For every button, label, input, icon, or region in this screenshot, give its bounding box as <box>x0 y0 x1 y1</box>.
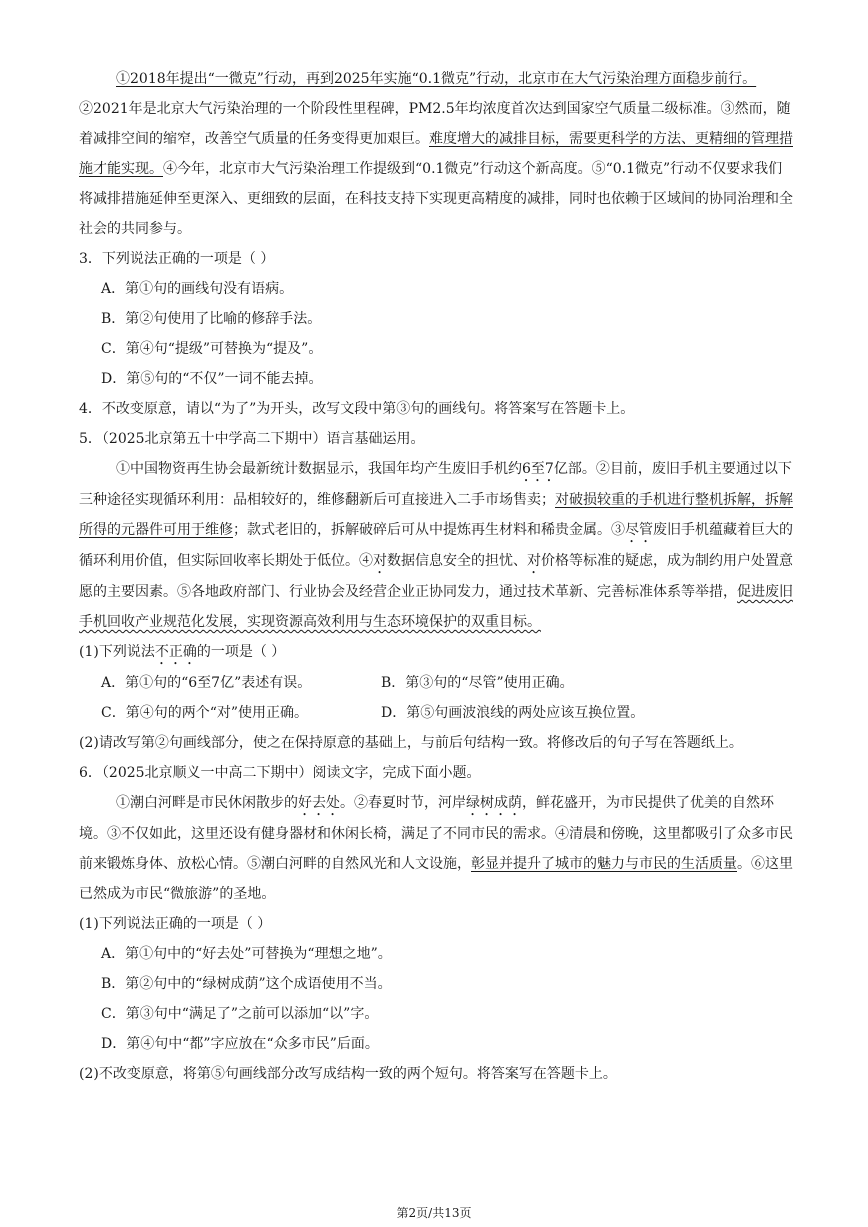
question-3-option-b: B．第②句使用了比喻的修辞手法。 <box>101 311 322 327</box>
q5-passage-part: 亿部。②目前，废旧手机主要通过以下三种途径实现循环利用：品相较好的，维修翻新后可直接进入二手市场售卖； <box>79 461 792 508</box>
q5-passage-part: 价格等标准的疑虑，成为制约用户处置意愿的主要因素。⑤各地政府部门、行业协会及经营企业正协同发力，通过技术革新、完善标准体系等举措， <box>79 553 793 600</box>
question-3-stem: 3．下列说法正确的一项是（ ） <box>79 251 275 267</box>
question-5-options-row-2 <box>79 698 795 728</box>
q5-sub1-part: (1)下列说法 <box>79 644 155 660</box>
q6-passage-part: ①潮白河畔是市民休闲散步的 <box>116 795 298 811</box>
question-6-option-b: B．第②句中的“绿树成荫”这个成语使用不当。 <box>101 976 392 992</box>
q6-passage-dou: 都 <box>681 826 695 842</box>
page-content <box>79 64 795 1089</box>
question-5-option-b: B．第③句的“尽管”使用正确。 <box>381 675 574 691</box>
question-3-option-d: D．第⑤句的“不仅”一词不能去掉。 <box>101 371 323 387</box>
q6-passage-part: 。⑥这里已然成为市民“微旅游”的圣地。 <box>79 856 793 902</box>
question-3-option-c: C．第④句“提级”可替换为“提及”。 <box>101 341 323 357</box>
question-6-stem: 6．（2025北京顺义一中高二下期中）阅读文字，完成下面小题。 <box>79 765 481 781</box>
question-5-option-a: A．第①句的“6至7亿”表述有误。 <box>101 675 312 691</box>
q5-passage-underlined: 对破损较重的手机进行整机拆解，拆解所得的元器件可用于维修 <box>79 492 793 538</box>
passage-1 <box>79 64 795 244</box>
q5-passage-dotted-dui-1: 对 <box>373 553 387 569</box>
question-6-passage <box>79 788 795 909</box>
q5-sub1-part: 的一项是（ ） <box>196 644 286 660</box>
q6-passage-part: 。②春夏时节，河岸 <box>340 795 466 811</box>
q5-passage-dotted-dui-2: 对 <box>527 553 541 569</box>
question-6-option-c: C．第③句中“满足了”之前可以添加“以”字。 <box>101 1006 379 1022</box>
q5-passage-part: ①中国物资再生协会最新统计数据显示，我国年均产生废旧手机约 <box>116 461 522 477</box>
q6-passage-dotted-lvshuchengyin: 绿树成荫 <box>466 795 522 811</box>
q5-passage-part: ；款式老旧的，拆解破碎后可从中提炼再生材料和稀贵金属。③ <box>233 522 625 538</box>
q6-passage-part: 吸引了众多市民前来锻炼身体、放松心情。⑤潮白河畔的自然风光和人文设施， <box>79 826 793 872</box>
question-6-sub-1-stem: (1)下列说法正确的一项是（ ） <box>79 916 272 932</box>
question-5-sub-2-stem: (2)请改写第②句画线部分，使之在保持原意的基础上，与前后句结构一致。将修改后的句子写在答题纸上。 <box>79 735 743 751</box>
q6-passage-dotted-haoquchu: 好去处 <box>298 795 340 811</box>
question-5-passage <box>79 454 795 637</box>
q5-passage-part: 数据信息安全的担忧、 <box>387 553 527 569</box>
question-6-sub-2-stem: (2)不改变原意，将第⑤句画线部分改写成结构一致的两个短句。将答案写在答题卡上。 <box>79 1066 617 1082</box>
question-5-options-row-1 <box>79 668 795 698</box>
q6-passage-underlined: 彰显并提升了城市的魅力与市民的生活质量 <box>471 856 737 872</box>
question-3-option-a: A．第①句的画线句没有语病。 <box>101 281 294 297</box>
passage-1-sentence-5: ⑤“0.1微克”行动不仅要求我们将减排措施延伸至更深入、更细致的层面，在科技支持下实现更高精度的减排，同时也依赖于区域间的协同治理和全社会的共同参与。 <box>79 161 793 237</box>
question-4-stem: 4．不改变原意，请以“为了”为开头，改写文段中第③句的画线句。将答案写在答题卡上。 <box>79 401 635 417</box>
q5-passage-wavy-underlined: 促进废旧手机回收产业规范化发展，实现资源高效利用与生态环境保护的双重目标。 <box>79 584 793 630</box>
passage-1-sentence-1: ①2018年提出“一微克”行动，再到2025年实施“0.1微克”行动，北京市在大气污染治理方面稳步前行。 <box>116 71 757 87</box>
question-5-option-d: D．第⑤句画波浪线的两处应该互换位置。 <box>381 705 645 721</box>
passage-1-sentence-2: ②2021年是北京大气污染治理的一个阶段性里程碑，PM2.5年均浓度首次达到国家空气质量二级标准。 <box>79 101 721 117</box>
q6-passage-part: ，鲜花盛开，为市民提供了优美的自然环境。③不仅如此，这里还设有健身器材和休闲长椅，满足了不同市民的需求。④清晨和傍晚，这里 <box>79 795 774 842</box>
question-5-sub-1-stem <box>79 637 795 668</box>
page-footer: 第2页/共13页 <box>396 1206 472 1220</box>
q5-passage-part: 废旧手机蕴藏着巨大的循环利用价值，但实际回收率长期处于低位。④ <box>79 522 793 569</box>
passage-1-sentence-3: ③然而，随着减排空间的缩窄，改善空气质量的任务变得更加艰巨。 <box>79 101 791 147</box>
question-6-option-a: A．第①句中的“好去处”可替换为“理想之地”。 <box>101 946 392 962</box>
question-5-stem: 5．（2025北京第五十中学高二下期中）语言基础运用。 <box>79 431 425 447</box>
passage-1-sentence-4: ④今年，北京市大气污染治理工作提级到“0.1微克”行动这个新高度。 <box>163 161 592 177</box>
q5-passage-dotted-jinguan: 尽管 <box>625 522 653 538</box>
question-5-option-c: C．第④句的两个“对”使用正确。 <box>101 705 309 721</box>
q5-passage-dotted-number: 6至7 <box>522 461 554 477</box>
passage-1-sentence-3-underlined: 难度增大的减排目标，需要更科学的方法、更精细的管理措施才能实现。 <box>79 131 793 177</box>
q5-sub1-emphasis: 不正确 <box>154 644 197 660</box>
question-6-option-d: D．第④句中“都”字应放在“众多市民”后面。 <box>101 1036 379 1052</box>
